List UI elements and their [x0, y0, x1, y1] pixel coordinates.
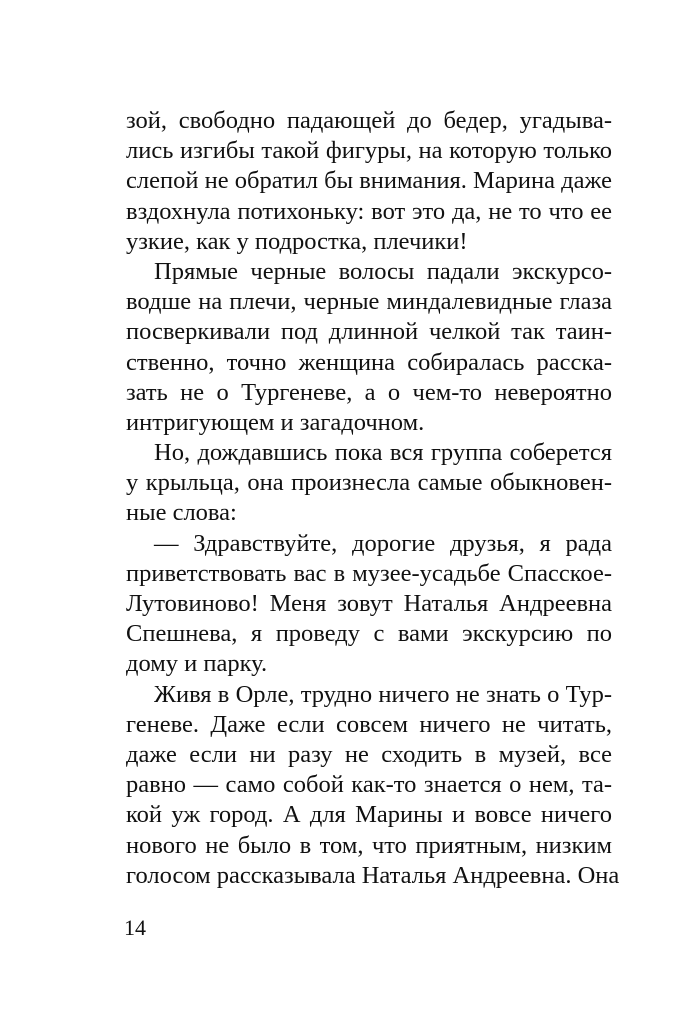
text-line: кой уж город. А для Марины и вовсе ничего — [126, 801, 612, 829]
text-line: голосом рассказывала Наталья Андреевна. Она — [126, 861, 620, 889]
text-line: Лутовиново! Меня зовут Наталья Андреевна — [126, 590, 612, 617]
text-line: нового не было в том, что приятным, низким — [126, 831, 612, 859]
text-line: у крыльца, она произнесла самые обыкновен- — [126, 469, 612, 497]
text-line: Спешнева, я проведу с вами экскурсию по — [126, 620, 612, 648]
page-number: 14 — [124, 915, 146, 940]
text-line: равно — само собой как-то знается о нем, та- — [126, 771, 612, 799]
text-line: геневе. Даже если совсем ничего не читать, — [126, 710, 612, 738]
text-line: ные слова: — [126, 499, 237, 527]
body-text — [126, 106, 620, 891]
text-line: вздохнула потихоньку: вот это да, не то что ее — [126, 197, 612, 225]
text-line: узкие, как у подростка, плечики! — [126, 227, 468, 255]
text-line: дому и парку. — [126, 650, 268, 678]
text-line: слепой не обратил бы внимания. Марина даже — [126, 167, 612, 195]
text-line: Но, дождавшись пока вся группа соберется — [154, 439, 612, 467]
text-line: Прямые черные волосы падали экскурсо- — [154, 257, 612, 285]
text-line: посверкивали под длинной челкой так таин- — [126, 318, 612, 346]
text-line: лись изгибы такой фигуры, на которую только — [126, 137, 612, 165]
text-line: — Здравствуйте, дорогие друзья, я рада — [154, 529, 612, 557]
text-line: интригующем и загадочном. — [126, 408, 425, 436]
text-line: приветствовать вас в музее-усадьбе Спасское- — [126, 559, 612, 587]
text-line: ственно, точно женщина собиралась расска- — [126, 348, 612, 376]
text-line: Живя в Орле, трудно ничего не знать о Тур- — [154, 680, 612, 708]
text-line: зой, свободно падающей до бедер, угадыва- — [126, 107, 612, 134]
text-line: водше на плечи, черные миндалевидные глаза — [126, 288, 612, 316]
text-line: зать не о Тургеневе, а о чем-то невероятно — [126, 378, 612, 406]
text-line: даже если ни разу не сходить в музей, все — [126, 740, 612, 768]
